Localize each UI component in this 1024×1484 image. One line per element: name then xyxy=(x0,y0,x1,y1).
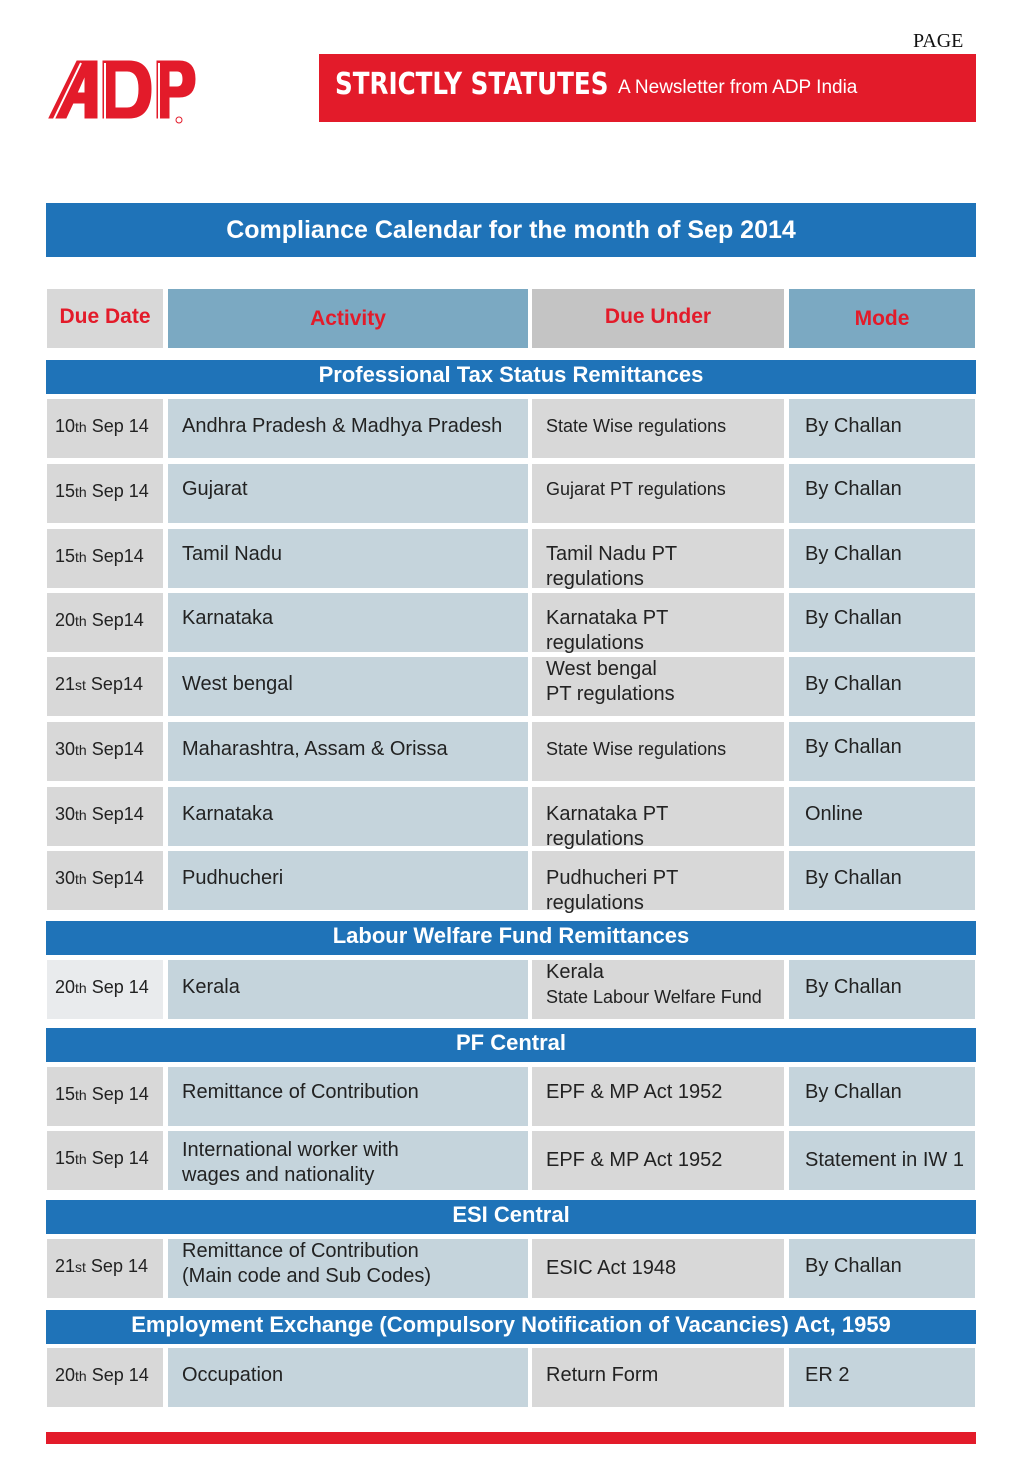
due-month: Sep 14 xyxy=(86,1148,149,1168)
activity-cell xyxy=(168,529,528,588)
due-day: 21 xyxy=(55,674,76,694)
due-date-cell xyxy=(47,593,163,652)
due-month: Sep14 xyxy=(85,674,143,694)
header-due-date-label: Due Date xyxy=(59,305,151,328)
mode-cell xyxy=(789,657,975,716)
activity-text: Andhra Pradesh & Madhya Pradesh xyxy=(182,415,503,437)
activity-cell xyxy=(168,1348,528,1407)
due-day: 30 xyxy=(55,739,76,759)
due-under-text: regulations xyxy=(546,892,644,914)
due-under-text: EPF & MP Act 1952 xyxy=(546,1149,723,1171)
due-date-cell xyxy=(47,529,163,588)
section-esi-central: ESI Central xyxy=(46,1200,976,1234)
due-day-suffix: th xyxy=(75,484,87,500)
mode-cell xyxy=(789,722,975,781)
due-date-cell xyxy=(47,1131,163,1190)
due-day: 10 xyxy=(55,416,76,436)
due-day-suffix: th xyxy=(75,980,87,996)
activity-text: (Main code and Sub Codes) xyxy=(182,1265,432,1287)
due-under-cell xyxy=(532,657,784,716)
due-under-text: West bengal xyxy=(546,658,657,680)
due-under-text: Pudhucheri PT xyxy=(546,867,679,889)
due-under-text: regulations xyxy=(546,568,644,590)
activity-text: Remittance of Contribution xyxy=(182,1081,419,1103)
due-day-suffix: th xyxy=(75,871,87,887)
due-date-cell xyxy=(47,1067,163,1126)
header-mode xyxy=(789,289,975,348)
due-under-cell xyxy=(532,787,784,850)
due-under-text: Tamil Nadu PT xyxy=(546,543,678,565)
due-day: 21 xyxy=(55,1256,76,1276)
due-day-suffix: th xyxy=(75,807,87,823)
due-day-suffix: th xyxy=(75,1087,87,1103)
header-due-under-label: Due Under xyxy=(604,305,712,328)
due-under-text: Karnataka PT xyxy=(546,607,669,629)
activity-cell xyxy=(168,399,528,458)
due-day: 15 xyxy=(55,481,76,501)
due-month: Sep14 xyxy=(86,868,144,888)
activity-cell xyxy=(168,593,528,652)
due-day: 20 xyxy=(55,977,76,997)
due-date-cell xyxy=(47,464,163,523)
activity-text: Tamil Nadu xyxy=(182,543,283,565)
activity-cell xyxy=(168,464,528,523)
activity-text: wages and nationality xyxy=(182,1164,375,1186)
activity-cell xyxy=(168,1067,528,1126)
mode-text: By Challan xyxy=(805,673,902,695)
calendar-title: Compliance Calendar for the month of Sep 2014 xyxy=(46,203,976,257)
mode-cell xyxy=(789,529,975,588)
mode-text: By Challan xyxy=(805,867,902,889)
due-under-text: Return Form xyxy=(546,1364,659,1386)
due-date-cell xyxy=(47,1239,163,1298)
due-under-text: PT regulations xyxy=(546,683,675,705)
due-day: 20 xyxy=(55,1365,76,1385)
activity-text: Gujarat xyxy=(182,478,248,500)
activity-text: Karnataka xyxy=(182,803,274,825)
due-month: Sep 14 xyxy=(85,1256,148,1276)
page-label: PAGE xyxy=(913,30,964,52)
activity-text: Maharashtra, Assam & Orissa xyxy=(182,738,448,760)
mode-cell xyxy=(789,593,975,652)
due-under-text: regulations xyxy=(546,632,644,654)
due-day: 15 xyxy=(55,1148,76,1168)
due-month: Sep14 xyxy=(86,804,144,824)
due-under-cell xyxy=(532,1131,784,1190)
due-day-suffix: th xyxy=(75,419,87,435)
activity-text: Karnataka xyxy=(182,607,274,629)
due-under-text: Gujarat PT regulations xyxy=(546,479,726,499)
due-under-text: ESIC Act 1948 xyxy=(546,1257,677,1279)
section-employment-exchange: Employment Exchange (Compulsory Notification of Vacancies) Act, 1959 xyxy=(46,1310,976,1344)
due-date-cell xyxy=(47,657,163,716)
due-day-suffix: th xyxy=(75,613,87,629)
mode-text: By Challan xyxy=(805,1255,902,1277)
mode-text: By Challan xyxy=(805,736,902,758)
due-day: 30 xyxy=(55,868,76,888)
activity-text: Occupation xyxy=(182,1364,284,1386)
due-date-cell xyxy=(47,787,163,846)
due-under-cell xyxy=(532,399,784,458)
mode-text: Statement in IW 1 xyxy=(805,1149,964,1171)
header-due-date xyxy=(47,289,163,348)
mode-text: ER 2 xyxy=(805,1364,850,1386)
due-under-cell xyxy=(532,593,784,652)
mode-text: Online xyxy=(805,803,863,825)
due-month: Sep 14 xyxy=(86,977,149,997)
mode-text: By Challan xyxy=(805,1081,902,1103)
activity-cell xyxy=(168,657,528,716)
due-day-suffix: th xyxy=(75,1368,87,1384)
mode-cell xyxy=(789,399,975,458)
due-month: Sep14 xyxy=(86,546,144,566)
mode-text: By Challan xyxy=(805,415,902,437)
due-under-text: State Labour Welfare Fund xyxy=(546,987,762,1007)
due-day-suffix: th xyxy=(75,742,87,758)
activity-text: International worker with xyxy=(182,1139,399,1161)
header-mode-label: Mode xyxy=(854,307,910,330)
activity-text: Kerala xyxy=(182,976,240,998)
mode-text: By Challan xyxy=(805,607,902,629)
activity-text: Pudhucheri xyxy=(182,867,284,889)
due-date-cell xyxy=(47,1348,163,1407)
activity-text: West bengal xyxy=(182,673,293,695)
due-under-text: State Wise regulations xyxy=(546,739,727,759)
activity-cell xyxy=(168,1131,528,1190)
mode-cell xyxy=(789,960,975,1019)
section-pf-central: PF Central xyxy=(46,1028,976,1062)
due-day-suffix: th xyxy=(75,549,87,565)
activity-cell xyxy=(168,851,528,910)
due-under-cell xyxy=(532,1067,784,1126)
mode-text: By Challan xyxy=(805,543,902,565)
activity-cell xyxy=(168,1239,528,1298)
due-day-suffix: st xyxy=(75,1259,86,1275)
adp-logo xyxy=(47,55,197,125)
due-month: Sep 14 xyxy=(86,416,149,436)
mode-text: By Challan xyxy=(805,478,902,500)
due-under-cell xyxy=(532,851,784,914)
due-date-cell xyxy=(47,960,163,1019)
due-month: Sep14 xyxy=(86,610,144,630)
due-day-suffix: st xyxy=(75,677,86,693)
mode-cell xyxy=(789,787,975,846)
due-date-cell xyxy=(47,851,163,910)
due-under-cell xyxy=(532,960,784,1019)
due-under-cell xyxy=(532,722,784,781)
banner-subtitle: A Newsletter from ADP India xyxy=(618,77,858,98)
due-under-cell xyxy=(532,529,784,588)
section-labour-welfare-fund: Labour Welfare Fund Remittances xyxy=(46,921,976,955)
mode-cell xyxy=(789,1067,975,1126)
activity-text: Remittance of Contribution xyxy=(182,1240,419,1262)
due-day-suffix: th xyxy=(75,1151,87,1167)
bottom-accent-bar xyxy=(46,1432,976,1444)
due-day: 15 xyxy=(55,1084,76,1104)
due-under-cell xyxy=(532,464,784,523)
due-day: 30 xyxy=(55,804,76,824)
due-day: 15 xyxy=(55,546,76,566)
activity-cell xyxy=(168,722,528,781)
due-under-text: Karnataka PT xyxy=(546,803,669,825)
due-under-cell xyxy=(532,1348,784,1407)
due-under-text: State Wise regulations xyxy=(546,416,727,436)
due-month: Sep14 xyxy=(86,739,144,759)
mode-cell xyxy=(789,1348,975,1407)
header-activity-label: Activity xyxy=(310,307,386,330)
mode-cell xyxy=(789,1239,975,1298)
mode-text: By Challan xyxy=(805,976,902,998)
section-professional-tax: Professional Tax Status Remittances xyxy=(46,360,976,394)
due-date-cell xyxy=(47,722,163,781)
due-under-cell xyxy=(532,1239,784,1298)
due-under-text: regulations xyxy=(546,828,644,850)
banner-title: STRICTLY STATUTES xyxy=(335,67,609,102)
due-date-cell xyxy=(47,399,163,458)
due-under-text: Kerala xyxy=(546,961,604,983)
due-month: Sep 14 xyxy=(86,481,149,501)
mode-cell xyxy=(789,851,975,910)
header-due-under xyxy=(532,289,784,348)
due-month: Sep 14 xyxy=(86,1084,149,1104)
activity-cell xyxy=(168,960,528,1019)
activity-cell xyxy=(168,787,528,846)
mode-cell xyxy=(789,464,975,523)
newsletter-banner xyxy=(319,54,976,122)
due-under-text: EPF & MP Act 1952 xyxy=(546,1081,723,1103)
due-month: Sep 14 xyxy=(86,1365,149,1385)
due-day: 20 xyxy=(55,610,76,630)
header-activity xyxy=(168,289,528,348)
mode-cell xyxy=(789,1131,975,1190)
